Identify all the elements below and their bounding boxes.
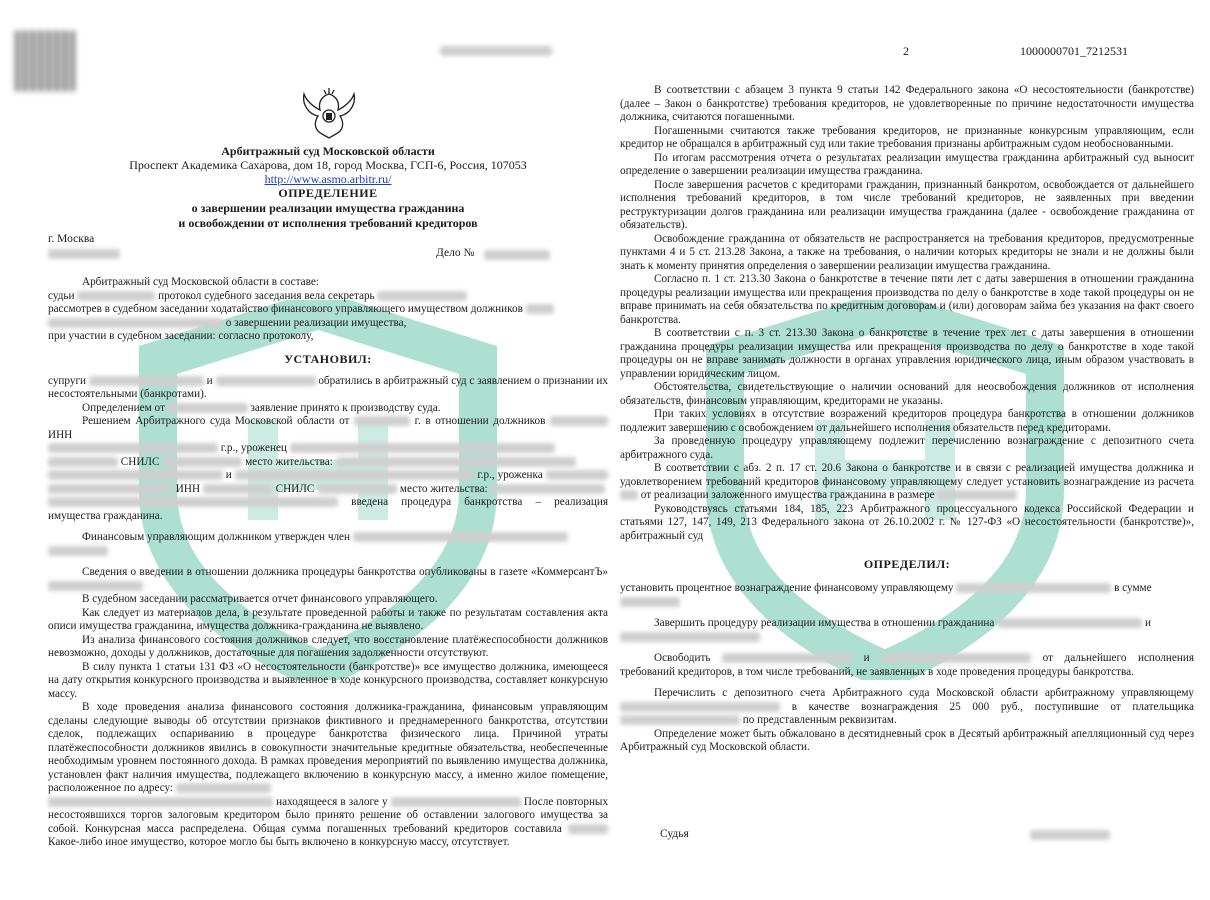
- redacted-date: [48, 249, 120, 259]
- paragraph: Как следует из материалов дела, в результате проведенной работы и также по результатам составления акта описи имущества гражданина, имущества должника-гражданина не выявлено.: [48, 606, 608, 632]
- document-subject-line-2: и освобождении от исполнения требований кредиторов: [178, 216, 478, 230]
- paragraph: Завершить процедуру реализации имущества в отношении гражданина и: [620, 617, 1194, 644]
- paragraph: рассмотрев в судебном заседании ходатайство финансового управляющего имуществом должников о завершении реализации имущества,: [48, 303, 608, 330]
- paragraph: установить процентное вознаграждение финансовому управляющему в сумме: [620, 582, 1194, 609]
- heading-decided: ОПРЕДЕЛИЛ:: [863, 557, 951, 571]
- paragraph: Перечислить с депозитного счета Арбитражного суда Московской области арбитражному управляющему в качестве вознаграждения 25 000 руб., поступившие от плательщика по представленным реквизитам.: [620, 687, 1194, 728]
- page-number: 2: [903, 44, 909, 58]
- paragraph: В ходе проведения анализа финансового состояния должника-гражданина, финансовым управляющим сделаны следующие выводы об отсутствии признаков фиктивного и преднамеренного банкротства, отсутствии сделок, подлежащих оспариванию в процедуре банкротства физического лица. Причиной утраты платёжеспособности должников явились в совокупности значительные кредитные обязательства, необеспеченные необходимым уровнем постоянного дохода. В рамках проведения мероприятий по выявлению имущества должника, установлен факт наличия имущества, подлежащего включению в конкурсную массу, а именно жилое помещение, расположенное по адресу: находящееся в залоге у После повторных несостоявшихся торгов залоговым кредитором было принято решение об оставлении залогового имущества за собой. Конкурсная масса распределена. Общая сумма погашенных требований кредиторов составила Какое-либо иное имущество, которое могло бы быть включено в конкурсную массу, отсутствует.: [48, 701, 609, 848]
- qr-code: [14, 30, 76, 92]
- heading-established: УСТАНОВИЛ:: [284, 351, 372, 366]
- paragraph: В соответствии с п. 3 ст. 213.30 Закона о банкротстве в течение трех лет с даты завершения в отношении гражданина процедуры реализации имущества или прекращения производства по делу о банкротстве в ходе такой процедуры он не вправе занимать должности в органах управления юридического лица, иным образом участвовать в управлении юридическим лицом.: [620, 327, 1194, 380]
- paragraph: В соответствии с абзацем 3 пункта 9 статьи 142 Федерального закона «О несостоятельности (банкротстве) (далее – Закон о банкротстве) требования кредиторов, не удовлетворенные по причине недостаточности имущества должника, считаются погашенными.: [620, 84, 1194, 123]
- paragraph: В соответствии с абз. 2 п. 17 ст. 20.6 Закона о банкротстве и в связи с реализацией имущества должника и удовлетворением требований кредиторов финансовому управляющему следует установить вознаграждение из расчета от реализации заложенного имущества гражданина в размере: [620, 462, 1194, 501]
- paragraph: В судебном заседании рассматривается отчет финансового управляющего.: [82, 593, 438, 605]
- paragraph: Погашенными считаются также требования кредиторов, не признанные конкурсным управляющим, если кредитор не обращался в арбитражный суд или такие требования признаны арбитражным судом необоснованными.: [620, 124, 1194, 150]
- city: г. Москва: [48, 233, 95, 245]
- paragraph: Согласно п. 1 ст. 213.30 Закона о банкротстве в течение пяти лет с даты завершения в отношении гражданина процедуры реализации имущества или прекращения производства по делу о банкротстве в ходе такой процедуры он не вправе принимать на себя обязательства по кредитным договорам и (или) договорам займа без указания на факт своего банкротства.: [620, 273, 1194, 326]
- paragraph: При таких условиях в отсутствие возражений кредиторов процедура банкротства в отношении должников подлежит завершению с освобождением от дальнейшего исполнения обязательств перед кредиторами.: [620, 408, 1194, 434]
- paragraph: За проведенную процедуру управляющему подлежит перечислению вознаграждение с депозитного счета арбитражного суда.: [620, 435, 1194, 461]
- case-label: Дело №: [436, 247, 475, 259]
- right-page-body: [620, 84, 1194, 755]
- case-code: 1000000701_7212531: [1020, 44, 1128, 58]
- paragraph: Определение может быть обжаловано в десятидневный срок в Десятый арбитражный апелляционный суд через Арбитражный суд Московской области.: [620, 727, 1194, 753]
- document-subject-line-1: о завершении реализации имущества гражданина: [191, 201, 465, 215]
- paragraph: В силу пункта 1 статьи 131 ФЗ «О несостоятельности (банкротстве)» все имущество должника, имеющееся на дату открытия конкурсного производства и выявленное в ходе конкурсного производства, составляет конкурсную массу.: [48, 660, 608, 700]
- paragraph: Из анализа финансового состояния должников следует, что восстановление платёжеспособности должников невозможно, доходы у должников, достаточные для погашения задолженности отсутствуют.: [48, 633, 608, 659]
- paragraph: Финансовым управляющим должником утвержден член: [48, 531, 608, 558]
- redacted-judge-name: [1030, 830, 1110, 840]
- paragraph: Освободить и от дальнейшего исполнения требований кредиторов, в том числе требований, не заявленных в ходе проведения процедуры банкротства.: [620, 652, 1195, 678]
- redacted-header: [440, 46, 552, 56]
- paragraph: при участии в судебном заседании: согласно протоколу,: [48, 330, 314, 342]
- coat-of-arms-icon: [300, 86, 358, 140]
- paragraph: Освобождение гражданина от обязательств не распространяется на требования кредиторов, предусмотренные пунктами 4 и 5 ст. 213.28 Закона, а также на требования, о наличии которых кредиторы не знали и не должны были знать к моменту принятия определения о завершении реализации имущества гражданина.: [620, 232, 1194, 272]
- judge-label: Судья: [660, 828, 689, 840]
- left-page-body: [48, 276, 608, 850]
- paragraph: Сведения о введении в отношении должника процедуры банкротства опубликованы в газете «КоммерсантЪ»: [48, 566, 608, 593]
- paragraph: Определением от заявление принято к производству суда.: [82, 401, 441, 414]
- paragraph: супруги и обратились в арбитражный суд с заявлением о признании их несостоятельными (банкротами).: [48, 374, 608, 400]
- paragraph: Руководствуясь статьями 184, 185, 223 Арбитражного процессуального кодекса Российской Федерации и статьями 127, 147, 149, 213 Федерального закона от 26.10.2002 г. № 127-ФЗ «О несостоятельности (банкротстве)», арбитражный суд: [620, 502, 1194, 542]
- court-website-link[interactable]: http://www.asmo.arbitr.ru/: [264, 172, 392, 186]
- court-address: Проспект Академика Сахарова, дом 18, город Москва, ГСП-6, Россия, 107053: [129, 158, 527, 172]
- paragraph: После завершения расчетов с кредиторами гражданин, признанный банкротом, освобождается от дальнейшего исполнения требований кредиторов, в том числе требований кредиторов, не заявленных при введении реструктуризации долгов гражданина или реализации имущества гражданина (далее - освобождение гражданина от обязательств).: [620, 178, 1194, 231]
- court-name: Арбитражный суд Московской области: [221, 144, 435, 158]
- paragraph: По итогам рассмотрения отчета о результатах реализации имущества гражданина арбитражный суд выносит определение о завершении реализации имущества гражданина.: [620, 151, 1194, 177]
- paragraph: судьи протокол судебного заседания вела секретарь: [48, 290, 608, 304]
- paragraph: Решением Арбитражного суда Московской области от г. в отношении должников ИНН г.р., уроженец СНИЛС место жительства: и г.р., уроженка ИНН СНИЛС место жительства: введена процедура банкротства – реализация имущества гражданина.: [48, 415, 609, 522]
- redacted-case-number: [484, 250, 550, 260]
- paragraph: Обстоятельства, свидетельствующие о наличии оснований для неосвобождения должников от исполнения обязательств, финансовым управляющим, кредиторами не указаны.: [620, 381, 1194, 407]
- document-type: ОПРЕДЕЛЕНИЕ: [278, 186, 378, 200]
- paragraph: Арбитражный суд Московской области в составе:: [82, 276, 319, 288]
